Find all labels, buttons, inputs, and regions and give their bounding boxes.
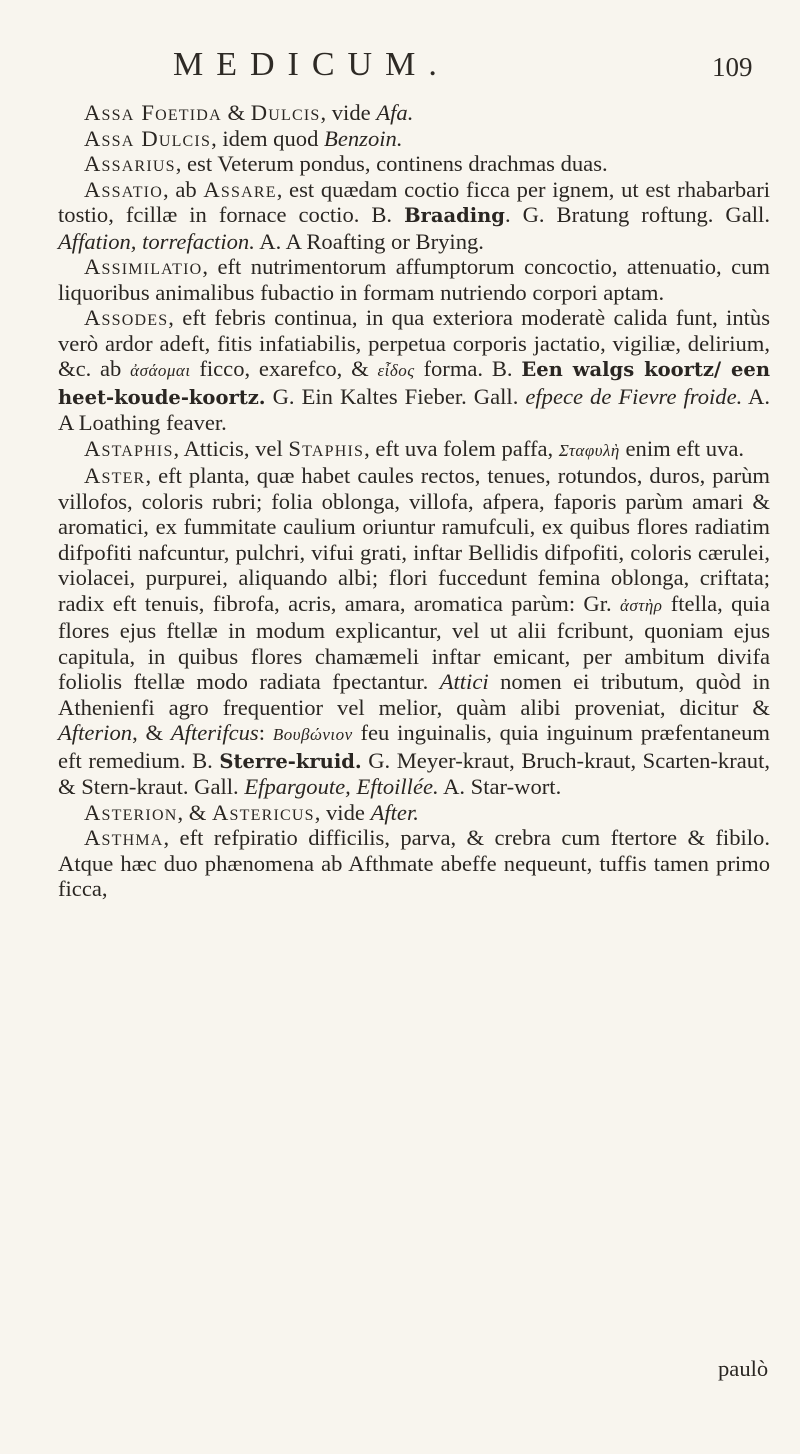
page-header [0, 46, 800, 96]
entry-text: A. Star-wort. [438, 774, 562, 799]
entry-headword: Asterion [84, 799, 178, 825]
entry-headword: Assatio [84, 176, 163, 202]
greek-word: Βουβώνιον [272, 725, 353, 744]
entry-text: , ab [162, 176, 204, 202]
entry-text: & [221, 100, 251, 125]
entry-text: , eft nutrimentorum affumptorum concoctio, attenuatio, cum liquoribus animalibus fubactio in formam nutriendo corpori aptam. [58, 254, 770, 305]
entry-astaphis [58, 436, 770, 464]
greek-word: ἀστὴρ [619, 595, 663, 615]
entry-text: , & [132, 720, 171, 745]
entry-headword: Assa Foetida [84, 100, 222, 125]
entry-text: nomen ei tributum, quòd in Athenienfi agro frequentior vel melior, quàm alibi proveniat, dicitur & [58, 669, 770, 720]
entry-text: feu inguinalis, quia inguinum præfentaneum eft remedium. B. [58, 720, 770, 773]
entry-text: , vide [314, 799, 371, 825]
entry-text: , eft planta, quæ habet caules rectos, tenues, rotundos, duros, parùm villofos, coloris rubri; folia oblonga, villofa, afpera, faporis parùm amari & aromatici, ex fummitate caulium oriuntur ramufculi, ex quibus flores radiatim difpofiti nafcuntur, pulchri, vifui grati, inftar Bellidis difpofiti, coloris cærulei, violacei, purpurei, aliquando albi; flori fuccedunt femina oblonga, criftata; radix eft tenuis, fibrofa, acris, amara, aromatica parùm: Gr. [58, 463, 770, 616]
entry-asthma [58, 825, 770, 902]
entry-headword: Assarius [84, 151, 176, 176]
entry-headword: Assare [203, 176, 277, 202]
entry-assatio [58, 177, 770, 255]
italic-term: Afterion [58, 720, 133, 745]
entry-headword: Astaphis [84, 435, 174, 461]
entry-asterion [58, 800, 770, 826]
entry-text: . G. Bratung roftung. Gall. [504, 202, 770, 227]
entry-assa-dulcis [58, 126, 770, 152]
entry-text: , Atticis, vel [173, 435, 289, 461]
entry-text: A. A Loathing feaver. [58, 383, 770, 435]
entry-assa-foetida [58, 100, 770, 126]
entry-text: G. Meyer-kraut, Bruch-kraut, Scarten-kraut, & Stern-kraut. Gall. [58, 747, 770, 799]
greek-word: ἀσάομαι [130, 361, 191, 380]
greek-word: εἶδος [377, 361, 415, 380]
italic-term: Afterifcus [170, 720, 259, 745]
entry-headword: Dulcis [250, 100, 321, 125]
dutch-term: Sterre-kruid. [219, 749, 362, 773]
entry-aster [58, 463, 770, 800]
running-title: MEDICUM. [173, 46, 450, 83]
entry-assodes [58, 305, 770, 436]
entry-headword: Asthma [84, 825, 164, 850]
entry-text: , eft febris continua, in qua exteriora moderatè calida funt, intùs verò ardor adeft, fitis infatiabilis, perpetua corporis jactatio, vigiliæ, delirium, &c. ab [58, 305, 770, 381]
entry-text: , eft uva folem paffa, [364, 435, 559, 461]
entry-text: enim eft uva. [619, 435, 745, 461]
french-term: efpece de Fievre froide. [525, 383, 743, 409]
dutch-term: Braading [404, 204, 505, 227]
entry-text: A. A Roafting or Brying. [254, 228, 484, 254]
entry-headword: Astericus [212, 799, 315, 825]
french-term: Affation, torrefaction. [58, 228, 255, 254]
entry-text: ficco, exarefco, & [190, 356, 378, 381]
cross-reference: Benzoin. [324, 125, 403, 151]
dictionary-entries [58, 96, 770, 902]
entry-headword: Aster [84, 463, 146, 488]
entry-text: , est quædam coctio ficca per ignem, ut est rhabarbari tostio, fcillæ in fornace coctio. B. [58, 176, 770, 227]
entry-headword: Assa Dulcis [84, 125, 212, 151]
entry-text: , eft refpiratio difficilis, parva, & crebra cum ftertore & fibilo. Atque hæc duo phænomena ab Afthmate abeffe nequeunt, tuffis tamen primo ficca, [58, 825, 770, 901]
entry-text: forma. B. [414, 356, 522, 381]
dutch-term: Een walgs koortz/ een heet-koude-koortz. [58, 358, 771, 409]
catchword: paulò [718, 1356, 769, 1381]
french-term: Efpargoute, Eftoillée. [244, 774, 439, 799]
entry-headword: Assimilatio [84, 254, 203, 279]
greek-word: Σταφυλὴ [558, 440, 620, 460]
entry-assarius [58, 151, 770, 177]
entry-text: G. Ein Kaltes Fieber. Gall. [265, 383, 526, 409]
entry-headword: Staphis [288, 435, 365, 461]
entry-headword: Assodes [84, 305, 169, 330]
italic-term: Attici [439, 669, 489, 694]
entry-text: , idem quod [211, 125, 325, 151]
entry-text: , vide [320, 100, 377, 125]
entry-text: , & [177, 799, 213, 825]
entry-text: ftella, quia flores ejus ftellæ in modum explicantur, vel ut alii fcribunt, quoniam ejus capitula, in quibus flores chamæmeli inftar emicant, per ambitum divifa foliolis ftellæ modo radiata fpectantur. [58, 590, 770, 694]
entry-text: , est Veterum pondus, continens drachmas duas. [175, 151, 608, 176]
entry-assimilatio [58, 254, 770, 305]
entry-text: : [258, 720, 273, 745]
cross-reference: After. [370, 799, 419, 825]
cross-reference: Afa. [376, 100, 414, 125]
page-number: 109 [712, 52, 753, 82]
